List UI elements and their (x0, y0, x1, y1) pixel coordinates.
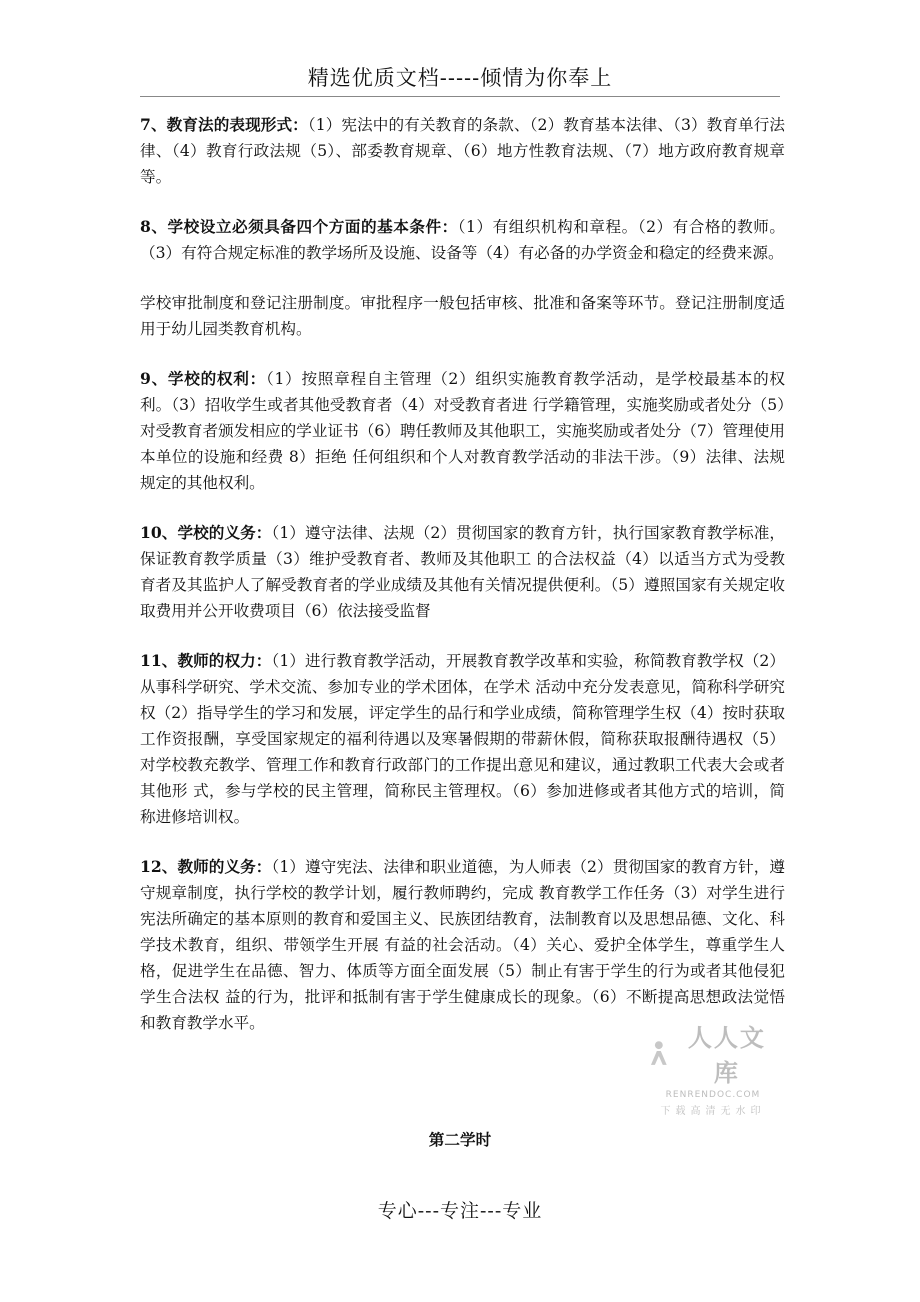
paragraph-heading: 11、教师的权力： (140, 651, 272, 670)
paragraph-10 (140, 520, 785, 624)
watermark-url: RENRENDOC.COM (665, 1090, 761, 1100)
paragraph-8 (140, 214, 785, 266)
paragraph-heading: 12、教师的义务： (140, 857, 272, 876)
page-footer: 专心---专注---专业 (377, 1200, 543, 1222)
paragraph-12 (140, 854, 785, 1036)
paragraph-9 (140, 366, 785, 496)
paragraph-text: 学校审批制度和登记注册制度。审批程序一般包括审核、批准和备案等环节。登记注册制度适用于幼儿园类教育机构。 (140, 294, 785, 338)
paragraph-heading: 10、学校的义务： (140, 523, 272, 542)
paragraph-text: （1）遵守法律、法规（2）贯彻国家的教育方针，执行国家教育教学标准，保证教育教学质量（3）维护受教育者、教师及其他职工 的合法权益（4）以适当方式为受教育者及其监护人了解受教育者的学业成绩及其他有关情况提供便利。（5）遵照国家有关规定收取费用并公开收费项目（6）依法接受监督 (140, 524, 786, 620)
watermark-tagline: 下载高清无水印 (660, 1106, 766, 1117)
paragraph-heading: 9、学校的权利： (140, 369, 266, 388)
person-logo-icon (648, 1040, 670, 1066)
paragraph-text: （1）进行教育教学活动，开展教育教学改革和实验，称简教育教学权（2）从事科学研究、学术交流、参加专业的学术团体，在学术 活动中充分发表意见，简称科学研究权（2）指导学生的学习和发展，评定学生的品行和学业成绩，简称管理学生权（4）按时获取工作资报酬，享受国家规定的福利待遇以及寒暑假期的带薪休假，简称获取报酬待遇权（5）对学校教充教学、管理工作和教育行政部门的工作提出意见和建议，通过教职工代表大会或者其他形 式，参与学校的民主管理，简称民主管理权。（6）参加进修或者其他方式的培训，简称进修培训权。 (140, 652, 786, 826)
document-body (140, 112, 785, 1060)
page-header: 精选优质文档-----倾情为你奉上 (140, 62, 780, 97)
watermark-logo (648, 1018, 778, 1088)
paragraph-text: （1）有组织机构和章程。（2）有合格的教师。（3）有符合规定标准的教学场所及设施、设备等（4）有必备的办学资金和稳定的经费来源。 (140, 218, 785, 262)
section-title: 第二学时 (428, 1130, 492, 1149)
paragraph-heading: 8、学校设立必须具备四个方面的基本条件： (140, 217, 458, 236)
watermark (648, 1018, 778, 1117)
paragraph-heading: 7、教育法的表现形式： (140, 115, 308, 134)
paragraph-text: （1）遵守宪法、法律和职业道德，为人师表（2）贯彻国家的教育方针，遵守规章制度，执行学校的教学计划，履行教师聘约，完成 教育教学工作任务（3）对学生进行宪法所确定的基本原则的教育和爱国主义、民族团结教育，法制教育以及思想品德、文化、科学技术教育，组织、带领学生开展 有益的社会活动。（4）关心、爱护全体学生，尊重学生人格，促进学生在品德、智力、体质等方面全面发展（5）制止有害于学生的行为或者其他侵犯学生合法权 益的行为，批评和抵制有害于学生健康成长的现象。（6）不断提高思想政法觉悟和教育教学水平。 (140, 858, 786, 1032)
paragraph-text: （1）按照章程自主管理（2）组织实施教育教学活动，是学校最基本的权利。（3）招收学生或者其他受教育者（4）对受教育者进 行学籍管理，实施奖励或者处分（5）对受教育者颁发相应的学业证书（6）聘任教师及其他职工，实施奖励或者处分（7）管理使用本单位的设施和经费 8）拒绝 任何组织和个人对教育教学活动的非法干涉。（9）法律、法规规定的其他权利。 (140, 370, 785, 492)
paragraph-7 (140, 112, 785, 190)
paragraph-registration (140, 290, 785, 342)
paragraph-11 (140, 648, 785, 830)
paragraph-text: （1）宪法中的有关教育的条款、（2）教育基本法律、（3）教育单行法律、（4）教育行政法规（5）、部委教育规章、（6）地方性教育法规、（7）地方政府教育规章等。 (140, 116, 785, 186)
watermark-title: 人人文库 (687, 1024, 766, 1087)
